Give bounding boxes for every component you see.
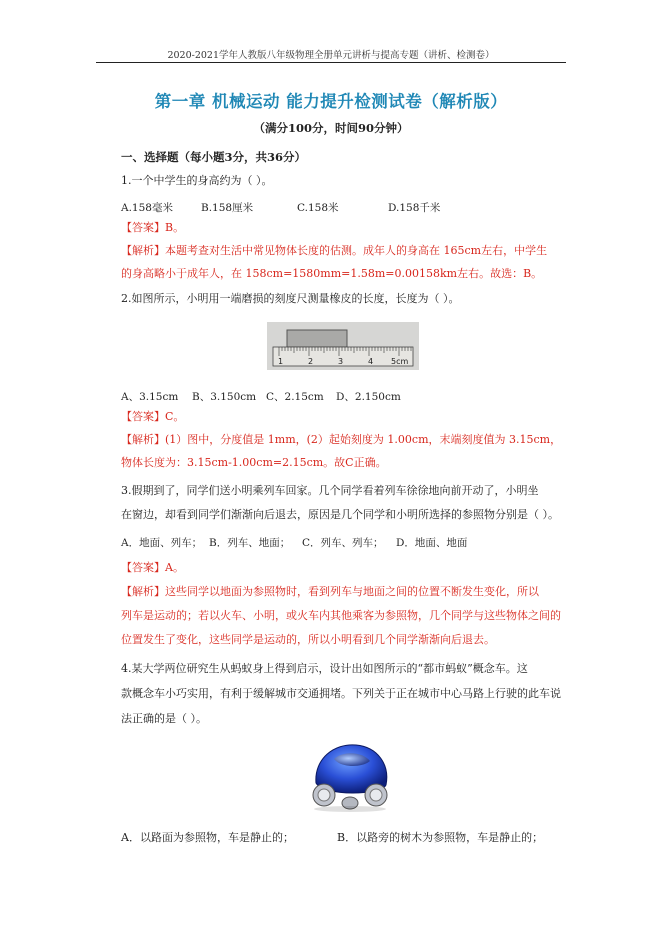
ruler-illustration [267, 322, 419, 370]
page-header: 2020-2021学年人教版八年级物理全册单元讲析与提高专题（讲析、检测卷） [167, 50, 495, 61]
concept-car-illustration [304, 737, 396, 813]
q4-option-b: B．以路旁的树木为参照物，车是静止的； [337, 831, 544, 844]
q1-analysis-line-2: 的身高略小于成年人，在 158cm=1580mm=1.58m=0.00158km左右。故选：B。 [121, 267, 543, 280]
ruler-tick-label-1: 1 [278, 357, 284, 366]
exam-subtitle: （满分100分，时间90分钟） [253, 121, 409, 135]
section-title: 一、选择题（每小题3分，共36分） [121, 150, 307, 164]
question-3-stem-line-2: 在窗边，却看到同学们渐渐向后退去，原因是几个同学和小明所选择的参照物分别是（ ）。 [121, 508, 559, 521]
q2-option-c: C、2.15cm [266, 391, 324, 403]
q2-analysis-line-1: 【解析】(1）图中，分度值是 1mm，(2）起始刻度为 1.00cm，末端刻度值为 3.15cm， [121, 433, 562, 446]
q3-option-d: D．地面、地面 [396, 537, 468, 549]
ruler-tick-label-4: 4 [368, 357, 374, 366]
header-divider [96, 62, 566, 63]
q3-answer: 【答案】A。 [121, 561, 184, 574]
q1-option-b: B.158厘米 [201, 202, 254, 214]
q2-option-d: D、2.150cm [336, 391, 401, 403]
question-3-stem-line-1: 3.假期到了，同学们送小明乘列车回家。几个同学看着列车徐徐地向前开动了，小明坐 [121, 484, 539, 497]
q3-analysis-line-1: 【解析】这些同学以地面为参照物时，看到列车与地面之间的位置不断发生变化，所以 [121, 585, 539, 598]
ruler-tick-label-2: 2 [308, 357, 314, 366]
q4-option-a: A．以路面为参照物，车是静止的； [121, 831, 294, 844]
q3-option-a: A．地面、列车； [121, 537, 203, 549]
q2-option-b: B、3.150cm [192, 391, 257, 403]
ruler-figure [267, 322, 419, 370]
concept-car-figure [304, 737, 396, 813]
q1-option-c: C.158米 [297, 202, 339, 214]
q1-option-d: D.158千米 [388, 202, 441, 214]
q3-analysis-line-3: 位置发生了变化，这些同学是运动的，所以小明看到几个同学渐渐向后退去。 [121, 633, 495, 646]
q1-analysis-line-1: 【解析】本题考查对生活中常见物体长度的估测。成年人的身高在 165cm左右，中学生 [121, 244, 548, 257]
question-4-stem-line-1: 4.某大学两位研究生从蚂蚁身上得到启示，设计出如图所示的“都市蚂蚁”概念车。这 [121, 662, 528, 675]
question-1-stem: 1.一个中学生的身高约为（ ）。 [121, 174, 273, 187]
eraser-shape [287, 330, 347, 347]
exam-title: 第一章 机械运动 能力提升检测试卷（解析版） [154, 92, 508, 111]
q3-option-c: C．列车、列车； [302, 537, 384, 549]
question-2-stem: 2.如图所示，小明用一端磨损的刻度尺测量橡皮的长度，长度为（ ）。 [121, 292, 460, 305]
question-4-stem-line-2: 款概念车小巧实用，有利于缓解城市交通拥堵。下列关于正在城市中心马路上行驶的此车说 [121, 687, 561, 700]
q3-analysis-line-2: 列车是运动的；若以火车、小明，或火车内其他乘客为参照物，几个同学与这些物体之间的 [121, 609, 561, 622]
q2-option-a: A、3.15cm [121, 391, 179, 403]
q1-option-a: A.158毫米 [121, 202, 173, 214]
q1-answer: 【答案】B。 [121, 221, 185, 234]
q2-answer: 【答案】C。 [121, 410, 185, 423]
q2-analysis-line-2: 物体长度为：3.15cm-1.00cm=2.15cm。故C正确。 [121, 456, 387, 469]
question-4-stem-line-3: 法正确的是（ ）。 [121, 712, 207, 725]
ruler-tick-label-5: 5cm [391, 357, 409, 366]
q3-option-b: B．列车、地面； [209, 537, 291, 549]
ruler-tick-label-3: 3 [338, 357, 344, 366]
